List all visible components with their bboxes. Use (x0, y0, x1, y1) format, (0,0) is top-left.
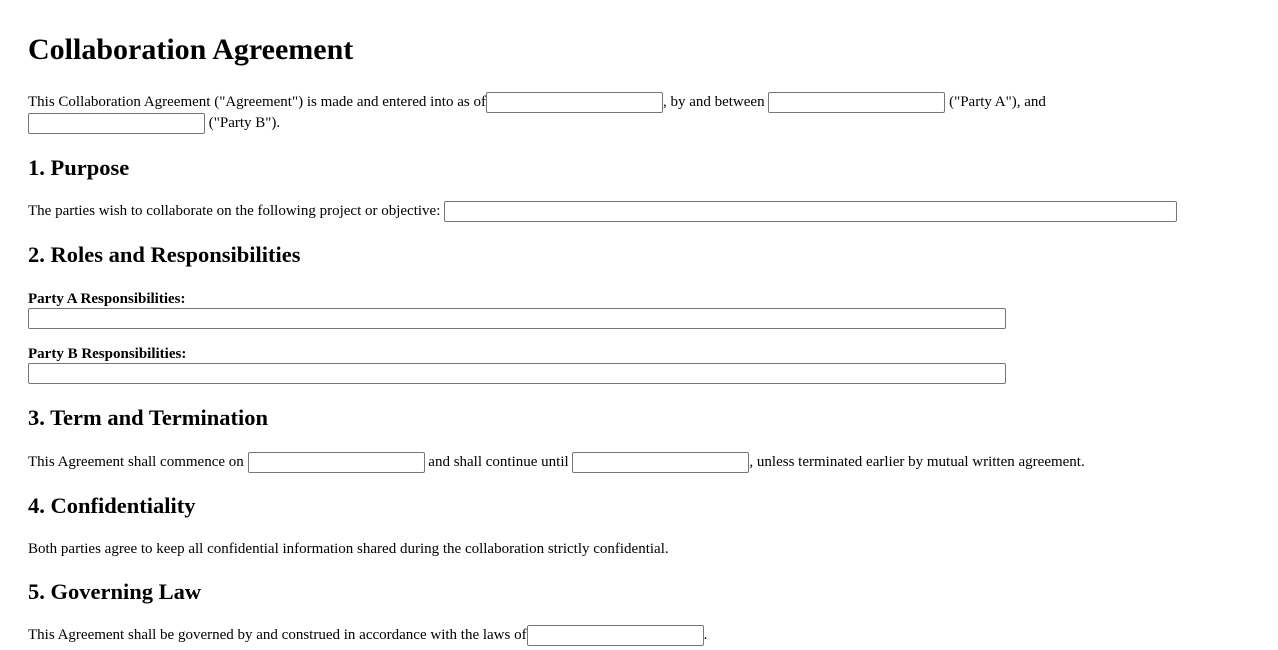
intro-paragraph (28, 92, 1278, 134)
term-text-3: , unless terminated earlier by mutual written agreement. (749, 454, 1085, 471)
start-date-field[interactable] (248, 452, 425, 473)
intro-text-4: ("Party B"). (208, 115, 281, 132)
governing-law-suffix: . (703, 627, 708, 644)
party-b-name-field[interactable] (28, 113, 205, 134)
intro-text-2: , by and between (662, 94, 765, 110)
confidentiality-text: Both parties agree to keep all confidential information shared during the collaboration strictly confidential. (28, 541, 669, 558)
end-date-field[interactable] (572, 452, 749, 473)
governing-law-text: This Agreement shall be governed by and construed in accordance with the laws of (28, 627, 527, 644)
intro-text-1: This Collaboration Agreement ("Agreement") is made and entered into as of (28, 94, 486, 110)
term-text-2: and shall continue until (428, 454, 569, 471)
term-paragraph (28, 452, 1278, 473)
intro-text-3: ("Party A"), and (949, 94, 1046, 110)
section-heading-governing-law: 5. Governing Law (28, 579, 202, 605)
agreement-date-field[interactable] (486, 92, 663, 113)
purpose-text: The parties wish to collaborate on the following project or objective: (28, 203, 441, 220)
section-heading-confidentiality: 4. Confidentiality (28, 493, 196, 519)
section-heading-term: 3. Term and Termination (28, 405, 269, 431)
purpose-field[interactable] (444, 201, 1177, 222)
party-a-name-field[interactable] (768, 92, 945, 113)
term-text-1: This Agreement shall commence on (28, 454, 244, 471)
section-heading-purpose: 1. Purpose (28, 155, 130, 181)
party-a-responsibilities-field[interactable] (28, 308, 1006, 329)
party-b-responsibilities-label: Party B Responsibilities: (28, 346, 187, 363)
page-title: Collaboration Agreement (28, 33, 354, 66)
governing-law-paragraph (28, 625, 1278, 646)
purpose-paragraph (28, 201, 1278, 222)
party-a-responsibilities-label: Party A Responsibilities: (28, 291, 186, 308)
party-b-responsibilities-field[interactable] (28, 363, 1006, 384)
jurisdiction-field[interactable] (527, 625, 704, 646)
section-heading-roles: 2. Roles and Responsibilities (28, 242, 301, 268)
